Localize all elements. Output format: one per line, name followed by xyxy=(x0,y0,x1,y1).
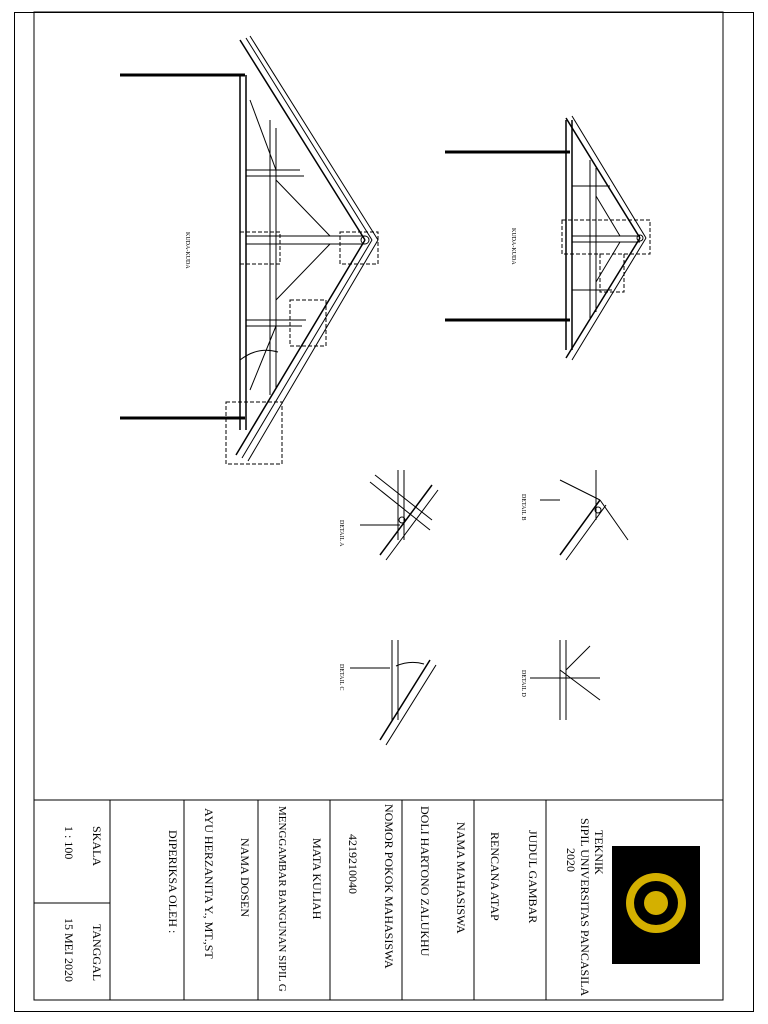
student-id-label: NOMOR POKOK MAHASISWA xyxy=(382,804,396,969)
course-label: MATA KULIAH xyxy=(310,838,324,920)
date-label: TANGGAL xyxy=(90,924,104,982)
detail-b-drawing xyxy=(540,470,628,560)
institution-line1: TEKNIK xyxy=(592,830,606,875)
institution-line2: SIPIL UNIVERSITAS PANCASILA xyxy=(578,818,592,997)
lecturer: AYU HERZANITA Y., MT.,ST xyxy=(202,808,216,959)
detail-a-label: DETAIL A xyxy=(338,520,344,547)
student-name-label: NAMA MAHASISWA xyxy=(454,822,468,934)
checked-by-label: DIPERIKSA OLEH : xyxy=(166,830,180,934)
detail-c-drawing xyxy=(350,640,436,745)
date-value: 15 MEI 2020 xyxy=(62,918,76,982)
truss-secondary-label: KUDA-KUDA xyxy=(510,228,516,265)
main-truss xyxy=(120,36,378,464)
drawing-title: RENCANA ATAP xyxy=(488,832,502,921)
student-name: DOLI HARTONO ZALUKHU xyxy=(418,806,432,957)
institution-line3: 2020 xyxy=(564,848,578,872)
detail-d-label: DETAIL D xyxy=(520,670,526,697)
detail-c-label: DETAIL C xyxy=(338,664,344,691)
course: MENGGAMBAR BANGUNAN SIPIL G xyxy=(276,806,288,992)
secondary-truss xyxy=(445,116,650,360)
scale-value: 1 : 100 xyxy=(62,826,76,860)
student-id: 4219210040 xyxy=(346,834,360,894)
detail-d-drawing xyxy=(530,640,600,720)
scale-label: SKALA xyxy=(90,826,104,867)
drawing-title-label: JUDUL GAMBAR xyxy=(526,830,540,924)
detail-a-drawing xyxy=(360,470,438,560)
lecturer-label: NAMA DOSEN xyxy=(238,838,252,918)
truss-main-label: KUDA-KUDA xyxy=(184,232,190,269)
detail-b-label: DETAIL B xyxy=(520,494,526,521)
